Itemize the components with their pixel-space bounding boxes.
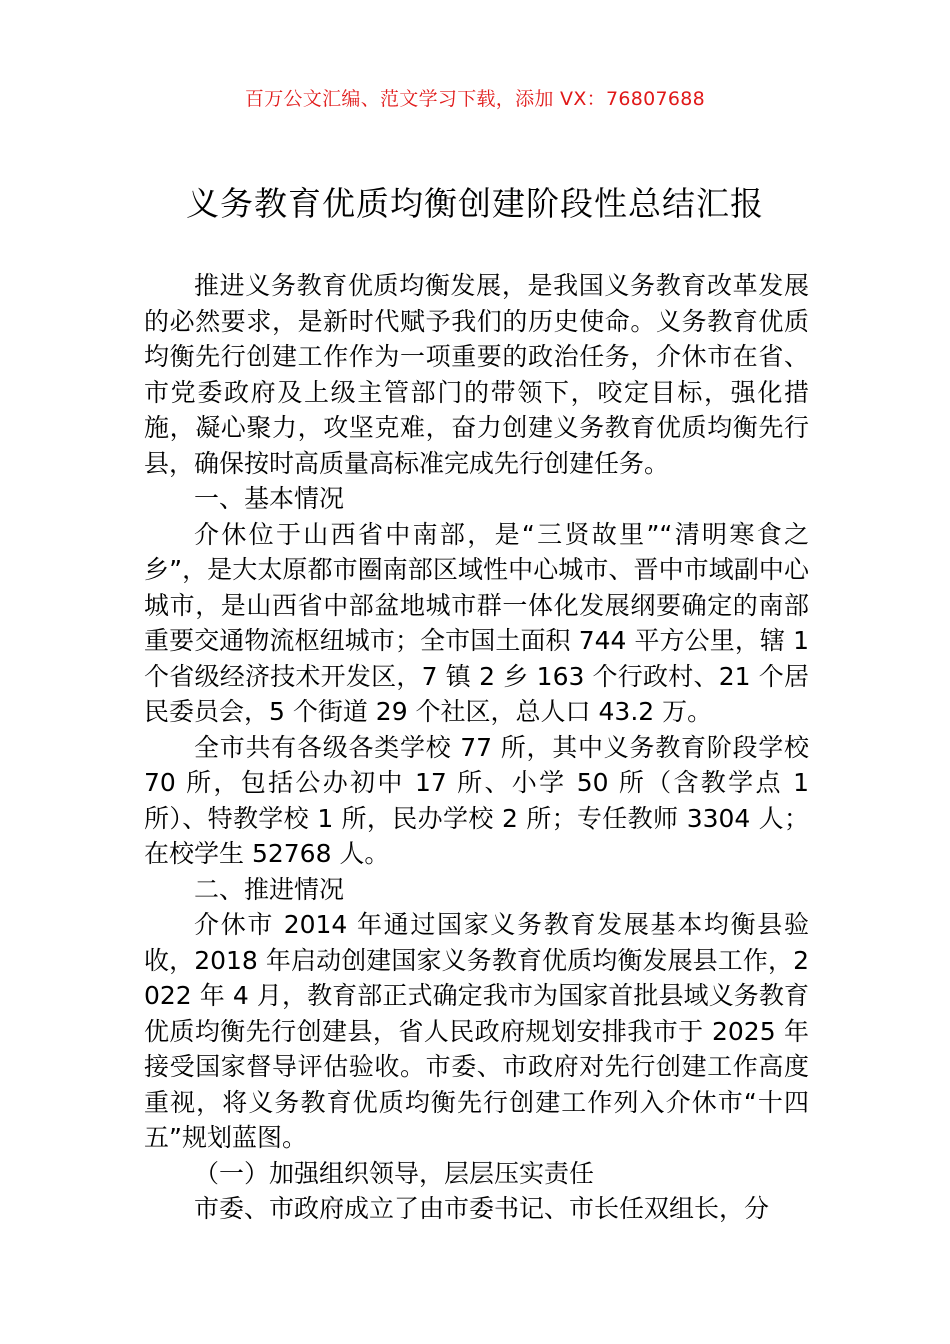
paragraph-location: 介休位于山西省中南部，是“三贤故里”“清明寒食之乡”，是大太原都市圈南部区域性中心城市、晋中市域副中心城市，是山西省中部盆地城市群一体化发展纲要确定的南部重要交通物流枢纽城市；全市国土面积 744 平方公里，辖 1 个省级经济技术开发区，7 镇 2 乡 163 个行政村、21 个居民委员会，5 个街道 29 个社区，总人口 43.2 万。 <box>144 519 809 726</box>
paragraph-intro: 推进义务教育优质均衡发展，是我国义务教育改革发展的必然要求，是新时代赋予我们的历史使命。义务教育优质均衡先行创建工作作为一项重要的政治任务，介休市在省、市党委政府及上级主管部门的带领下，咬定目标，强化措施，凝心聚力，攻坚克难，奋力创建义务教育优质均衡先行县，确保按时高质量高标准完成先行创建任务。 <box>144 271 809 478</box>
paragraph-schools: 全市共有各级各类学校 77 所，其中义务教育阶段学校 70 所，包括公办初中 17 所、小学 50 所（含教学点 1 所）、特教学校 1 所，民办学校 2 所；专任教师 3304 人；在校学生 52768 人。 <box>144 732 809 868</box>
section-heading-basic: 一、基本情况 <box>194 484 345 513</box>
header-note: 百万公文汇编、范文学习下载，添加 VX：76807688 <box>244 88 706 110</box>
document-title: 义务教育优质均衡创建阶段性总结汇报 <box>186 184 764 223</box>
paragraph-leadership: 市委、市政府成立了由市委书记、市长任双组长，分 <box>194 1194 770 1223</box>
paragraph-progress: 介休市 2014 年通过国家义务教育发展基本均衡县验收，2018 年启动创建国家义务教育优质均衡发展县工作，2022 年 4 月，教育部正式确定我市为国家首批县域义务教育优质均衡先行创建县，省人民政府规划安排我市于 2025 年接受国家督导评估验收。市委、市政府对先行创建工作高度重视，将义务教育优质均衡先行创建工作列入介休市“十四五”规划蓝图。 <box>144 910 809 1152</box>
section-heading-progress: 二、推进情况 <box>194 874 345 904</box>
document-body <box>144 268 809 1227</box>
subsection-heading-leadership: （一）加强组织领导，层层压实责任 <box>194 1158 595 1188</box>
